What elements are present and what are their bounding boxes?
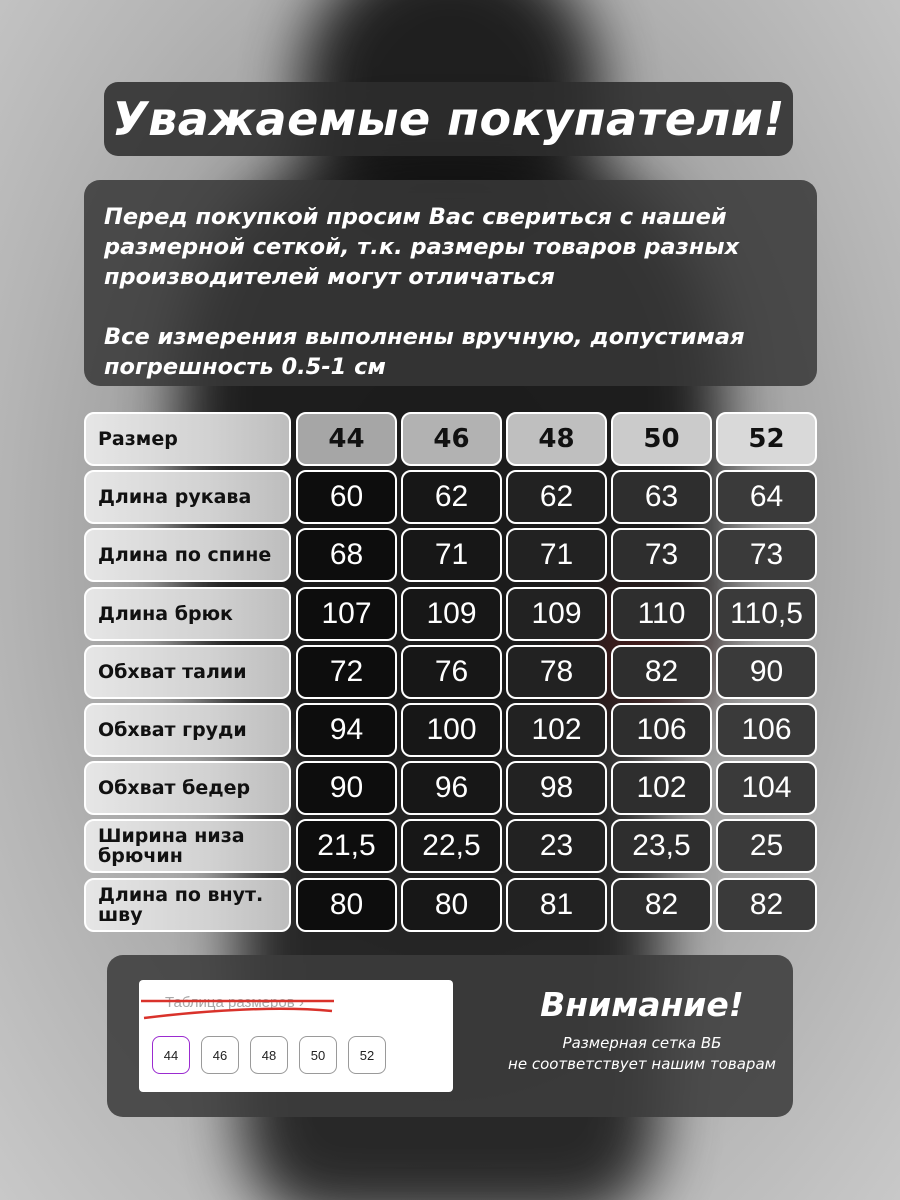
table-cell: 78 [506,645,607,699]
table-cell: 80 [401,878,502,932]
table-cell: 60 [296,470,397,524]
table-cell: 23,5 [611,819,712,873]
row-label: Обхват груди [84,703,291,757]
page-title: Уважаемые покупатели! [112,92,785,146]
table-cell: 62 [506,470,607,524]
table-cell: 110 [611,587,712,641]
table-cell: 106 [716,703,817,757]
size-option-46: 46 [201,1036,239,1074]
size-header-44: 44 [296,412,397,466]
row-label: Обхват бедер [84,761,291,815]
size-option-52: 52 [348,1036,386,1074]
table-cell: 104 [716,761,817,815]
marketplace-size-card [139,980,453,1092]
size-table-link: Таблица размеров › [165,994,304,1011]
table-cell: 73 [716,528,817,582]
size-option-44: 44 [152,1036,190,1074]
table-cell: 109 [401,587,502,641]
table-cell: 71 [401,528,502,582]
table-cell: 71 [506,528,607,582]
table-cell: 80 [296,878,397,932]
size-header-52: 52 [716,412,817,466]
size-header-label: Размер [84,412,291,466]
row-label: Ширина низа брючин [84,819,291,873]
title-banner [104,82,793,156]
row-label: Обхват талии [84,645,291,699]
row-label: Длина брюк [84,587,291,641]
table-cell: 21,5 [296,819,397,873]
size-header-50: 50 [611,412,712,466]
table-cell: 109 [506,587,607,641]
size-header-48: 48 [506,412,607,466]
table-cell: 23 [506,819,607,873]
notice-paragraph-1: Перед покупкой просим Вас свериться с нашей размерной сеткой, т.к. размеры товаров разных производителей могут отличаться [104,204,740,290]
table-cell: 73 [611,528,712,582]
warning-title: Внимание! [540,985,744,1024]
table-cell: 63 [611,470,712,524]
table-cell: 94 [296,703,397,757]
table-cell: 76 [401,645,502,699]
table-cell: 90 [296,761,397,815]
table-cell: 90 [716,645,817,699]
table-cell: 96 [401,761,502,815]
table-cell: 100 [401,703,502,757]
table-cell: 102 [611,761,712,815]
warning-panel [107,955,793,1117]
row-label: Длина по внут. шву [84,878,291,932]
table-cell: 81 [506,878,607,932]
table-cell: 107 [296,587,397,641]
table-cell: 102 [506,703,607,757]
warning-text [477,1033,807,1075]
warning-line-2: не соответствует нашим товарам [508,1055,776,1073]
row-label: Длина рукава [84,470,291,524]
row-label: Длина по спине [84,528,291,582]
warning-line-1: Размерная сетка ВБ [562,1034,722,1052]
notice-panel [84,180,817,386]
table-cell: 22,5 [401,819,502,873]
table-cell: 64 [716,470,817,524]
table-cell: 110,5 [716,587,817,641]
table-cell: 106 [611,703,712,757]
table-cell: 62 [401,470,502,524]
size-header-46: 46 [401,412,502,466]
size-option-50: 50 [299,1036,337,1074]
table-cell: 98 [506,761,607,815]
notice-paragraph-2: Все измерения выполнены вручную, допустимая погрешность 0.5-1 см [104,324,745,380]
size-option-48: 48 [250,1036,288,1074]
table-cell: 25 [716,819,817,873]
table-cell: 72 [296,645,397,699]
table-cell: 82 [611,645,712,699]
table-cell: 82 [611,878,712,932]
table-cell: 82 [716,878,817,932]
table-cell: 68 [296,528,397,582]
